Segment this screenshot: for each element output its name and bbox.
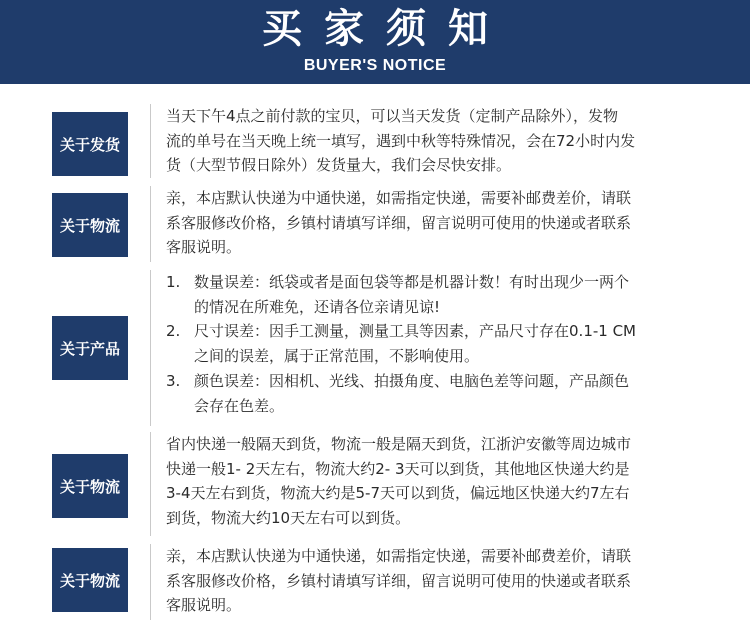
text-line: 客服说明。 xyxy=(166,596,242,615)
text-line: 亲，本店默认快递为中通快递，如需指定快递，需要补邮费差价，请联 xyxy=(166,189,632,207)
item-number: 1. xyxy=(166,273,181,291)
section-text xyxy=(166,544,711,618)
text-line: 货（大型节假日除外）发货量大，我们会尽快安排。 xyxy=(166,156,512,175)
text-line: 系客服修改价格，乡镇村请填写详细，留言说明可使用的快递或者联系 xyxy=(166,571,632,590)
item-text-cont: 之间的误差，属于正常范围，不影响使用。 xyxy=(194,347,480,366)
list-item xyxy=(166,270,711,295)
section-tag: 关于产品 xyxy=(52,316,128,380)
section-text xyxy=(166,104,711,178)
section-shipping xyxy=(0,100,750,184)
item-text-cont: 的情况在所难免，还请各位亲请见谅! xyxy=(194,297,441,316)
section-logistics-default xyxy=(0,540,750,635)
section-tag: 关于发货 xyxy=(52,112,128,176)
header-banner xyxy=(0,0,750,84)
item-number: 2. xyxy=(166,322,181,341)
section-logistics xyxy=(0,184,750,268)
item-number: 3. xyxy=(166,371,181,390)
section-text xyxy=(166,186,711,260)
list-item xyxy=(166,319,711,344)
section-text xyxy=(166,432,711,531)
divider xyxy=(150,270,151,426)
text-line: 流的单号在当天晚上统一填写，遇到中秋等特殊情况，会在72小时内发 xyxy=(166,131,636,150)
text-line: 当天下午4点之前付款的宝贝，可以当天发货（定制产品除外），发物 xyxy=(166,107,619,125)
item-text: 数量误差：纸袋或者是面包袋等都是机器计数！有时出现少一两个 xyxy=(194,273,630,291)
text-line: 到货，物流大约10天左右可以到货。 xyxy=(166,509,411,528)
item-text: 颜色误差：因相机、光线、拍摄角度、电脑色差等问题，产品颜色 xyxy=(194,371,630,390)
item-text-cont: 会存在色差。 xyxy=(194,396,285,415)
divider xyxy=(150,544,151,620)
section-tag: 关于物流 xyxy=(52,454,128,518)
text-line: 3-4天左右到货，物流大约是5-7天可以到货，偏远地区快递大约7左右 xyxy=(166,484,630,503)
divider xyxy=(150,104,151,178)
text-line: 快递一般1- 2天左右，物流大约2- 3天可以到货，其他地区快递大约是 xyxy=(166,459,630,478)
page-title: 买家须知 xyxy=(262,6,510,52)
item-text: 尺寸误差：因手工测量，测量工具等因素，产品尺寸存在0.1-1 CM xyxy=(194,322,636,341)
text-line: 客服说明。 xyxy=(166,238,242,257)
text-line: 省内快递一般隔天到货，物流一般是隔天到货，江浙沪安徽等周边城市 xyxy=(166,435,632,453)
text-line: 系客服修改价格，乡镇村请填写详细，留言说明可使用的快递或者联系 xyxy=(166,213,632,232)
divider xyxy=(150,186,151,262)
section-logistics-timing xyxy=(0,430,750,540)
divider xyxy=(150,432,151,536)
section-tag: 关于物流 xyxy=(52,193,128,257)
section-product xyxy=(0,268,750,430)
section-tag: 关于物流 xyxy=(52,548,128,612)
page-subtitle: BUYER'S NOTICE xyxy=(303,57,447,74)
list-item xyxy=(166,369,711,394)
text-line: 亲，本店默认快递为中通快递，如需指定快递，需要补邮费差价，请联 xyxy=(166,547,632,565)
section-text xyxy=(166,270,711,418)
